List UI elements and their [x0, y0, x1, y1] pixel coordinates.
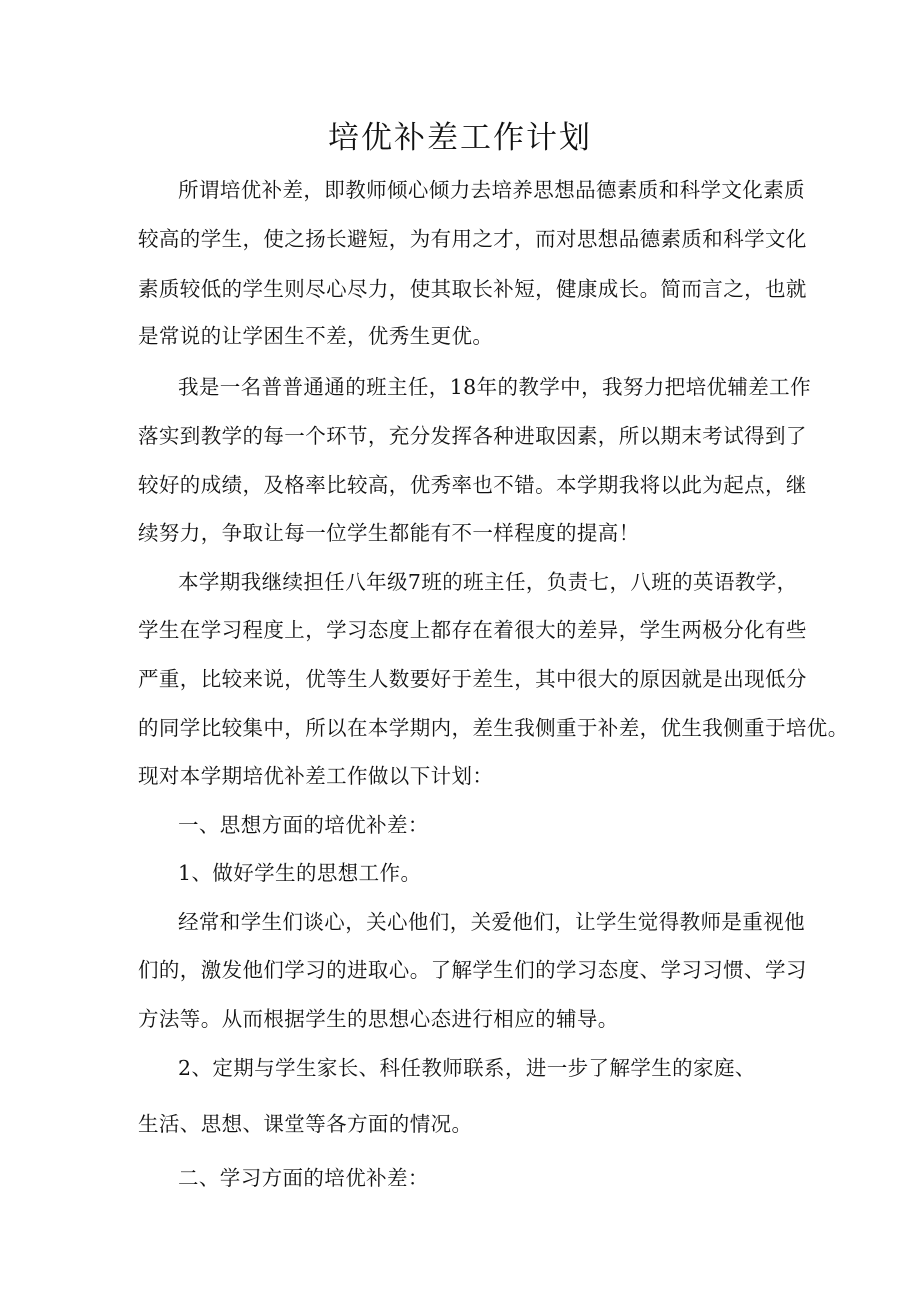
paragraph-line: 的同学比较集中，所以在本学期内，差生我侧重于补差，优生我侧重于培优。 [138, 716, 849, 740]
paragraph-line: 经常和学生们谈心，关心他们，关爱他们，让学生觉得教师是重视他 [178, 910, 805, 934]
paragraph-line: 是常说的让学困生不差，优秀生更优。 [138, 324, 494, 348]
section-heading: 二、学习方面的培优补差： [178, 1166, 429, 1190]
paragraph-line: 落实到教学的每一个环节，充分发挥各种进取因素，所以期末考试得到了 [138, 424, 807, 448]
paragraph-line: 我是一名普普通通的班主任，18年的教学中，我努力把培优辅差工作 [178, 375, 811, 399]
paragraph-line: 续努力，争取让每一位学生都能有不一样程度的提高！ [138, 521, 640, 545]
paragraph-line: 生活、思想、课堂等各方面的情况。 [138, 1112, 473, 1136]
paragraph-line: 较高的学生，使之扬长避短，为有用之才，而对思想品德素质和科学文化 [138, 227, 807, 251]
paragraph-line: 本学期我继续担任八年级7班的班主任，负责七，八班的英语教学， [178, 570, 798, 594]
paragraph-line: 们的，激发他们学习的进取心。了解学生们的学习态度、学习习惯、学习 [138, 958, 807, 982]
paragraph-line: 方法等。从而根据学生的思想心态进行相应的辅导。 [138, 1007, 619, 1031]
paragraph-line: 所谓培优补差，即教师倾心倾力去培养思想品德素质和科学文化素质 [178, 178, 805, 202]
paragraph-line: 现对本学期培优补差工作做以下计划： [138, 764, 494, 788]
paragraph-line: 较好的成绩，及格率比较高，优秀率也不错。本学期我将以此为起点，继 [138, 473, 807, 497]
paragraph-line: 严重，比较来说，优等生人数要好于差生，其中很大的原因就是出现低分 [138, 667, 807, 691]
subsection-heading: 2、定期与学生家长、科任教师联系，进一步了解学生的家庭、 [178, 1056, 756, 1080]
section-heading: 一、思想方面的培优补差： [178, 813, 429, 837]
document-title: 培优补差工作计划 [328, 120, 592, 156]
paragraph-line: 素质较低的学生则尽心尽力，使其取长补短，健康成长。简而言之，也就 [138, 277, 807, 301]
subsection-heading: 1、做好学生的思想工作。 [178, 861, 422, 885]
paragraph-line: 学生在学习程度上，学习态度上都存在着很大的差异，学生两极分化有些 [138, 618, 807, 642]
